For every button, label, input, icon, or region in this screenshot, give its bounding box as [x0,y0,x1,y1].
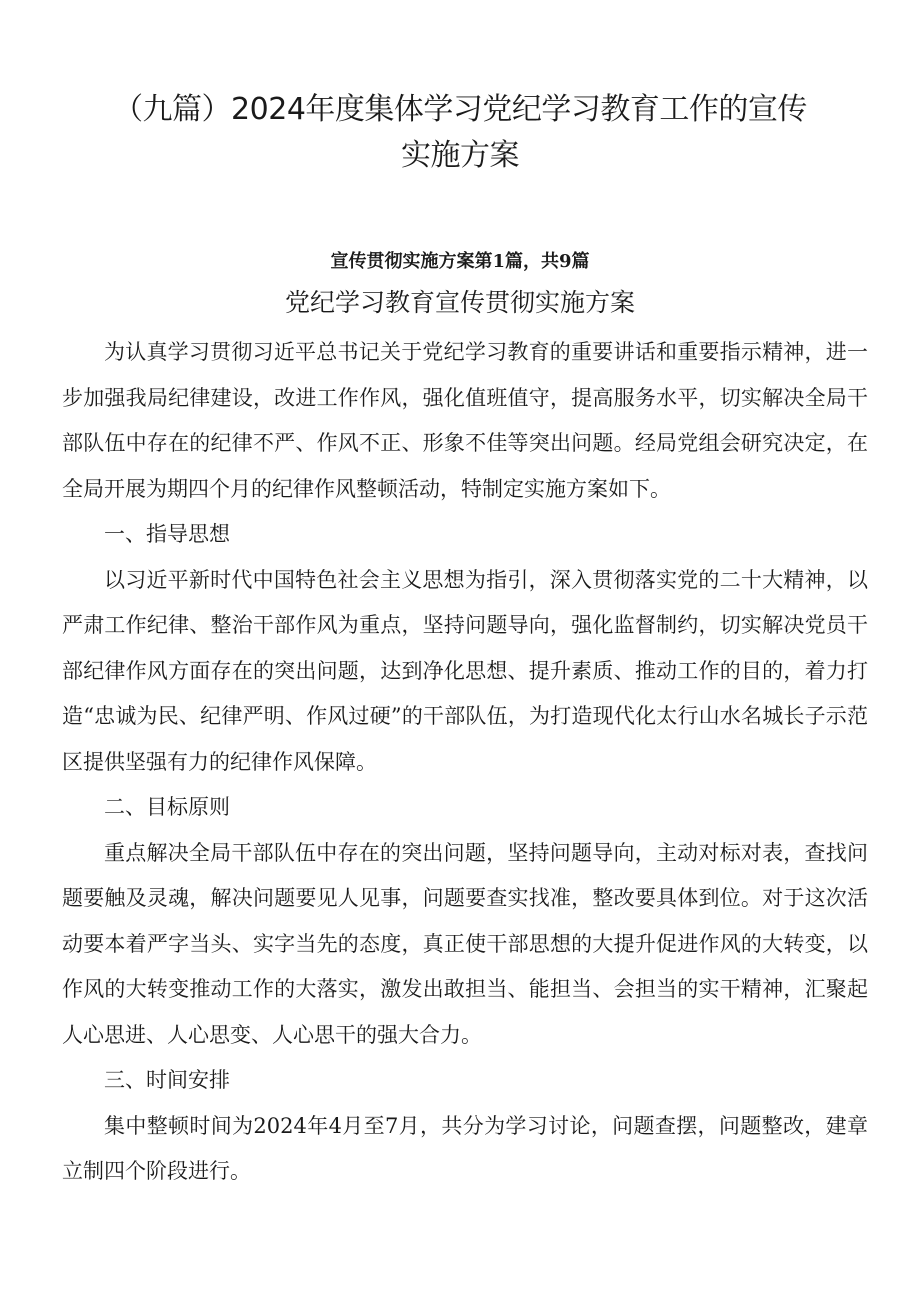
section-heading-schedule: 三、时间安排 [104,1068,230,1092]
section-heading-objectives: 二、目标原则 [104,795,230,819]
section-heading-guiding-ideology: 一、指导思想 [104,522,230,546]
document-title: 党纪学习教育宣传贯彻实施方案 [284,288,635,317]
guiding-ideology-paragraph: 以习近平新时代中国特色社会主义思想为指引，深入贯彻落实党的二十大精神，以严肃工作纪律、整治干部作风为重点，坚持问题导向，强化监督制约，切实解决党员干部纪律作风方面存在的突出问题，达到净化思想、提升素质、推动工作的目的，着力打造“忠诚为民、纪律严明、作风过硬”的干部队伍，为打造现代化太行山水名城长子示范区提供坚强有力的纪律作风保障。 [62,567,868,774]
main-title-line-1: （九篇）2024年度集体学习党纪学习教育工作的宣传 [113,92,807,127]
subtitle: 宣传贯彻实施方案第1篇，共9篇 [330,251,590,272]
main-title-line-2: 实施方案 [401,138,519,173]
objectives-paragraph: 重点解决全局干部队伍中存在的突出问题，坚持问题导向，主动对标对表，查找问题要触及灵魂，解决问题要见人见事，问题要查实找准，整改要具体到位。对于这次活动要本着严字当头、实字当先的态度，真正使干部思想的大提升促进作风的大转变，以作风的大转变推动工作的大落实，激发出敢担当、能担当、会担当的实干精神，汇聚起人心思进、人心思变、人心思干的强大合力。 [62,840,868,1047]
schedule-paragraph: 集中整顿时间为2024年4月至7月，共分为学习讨论，问题查摆，问题整改，建章立制四个阶段进行。 [62,1113,868,1183]
intro-paragraph: 为认真学习贯彻习近平总书记关于党纪学习教育的重要讲话和重要指示精神，进一步加强我局纪律建设，改进工作作风，强化值班值守，提高服务水平，切实解决全局干部队伍中存在的纪律不严、作风不正、形象不佳等突出问题。经局党组会研究决定，在全局开展为期四个月的纪律作风整顿活动，特制定实施方案如下。 [62,340,868,501]
document-body [62,330,868,1195]
